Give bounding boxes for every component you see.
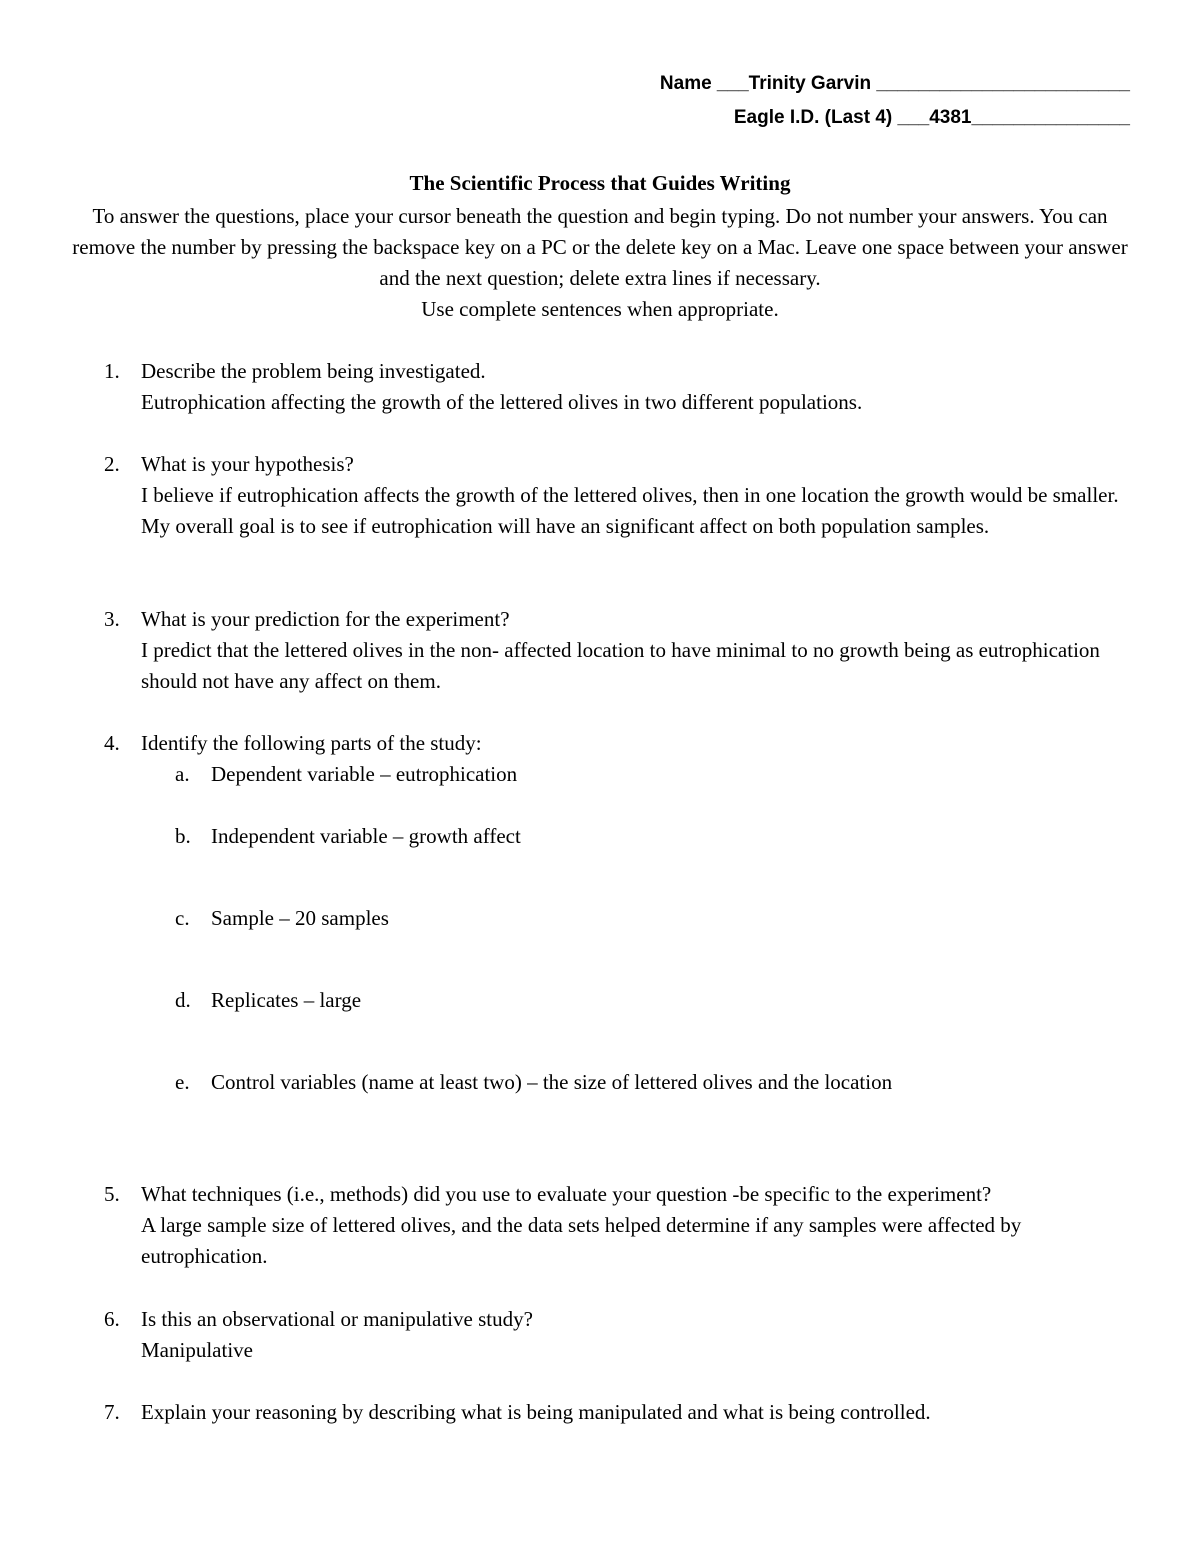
question-number: 6. xyxy=(104,1307,120,1331)
part-letter: d. xyxy=(175,988,191,1012)
question-text: What techniques (i.e., methods) did you use to evaluate your question -be specific to the experiment? xyxy=(141,1182,992,1206)
question-number: 4. xyxy=(104,731,120,755)
question-number: 3. xyxy=(104,607,120,631)
instructions-note: Use complete sentences when appropriate. xyxy=(421,297,779,321)
part-letter: b. xyxy=(175,824,191,848)
answer-text[interactable]: Eutrophication affecting the growth of the lettered olives in two different populations. xyxy=(141,390,863,414)
part-answer[interactable]: Replicates – large xyxy=(211,988,362,1012)
question-text: Describe the problem being investigated. xyxy=(141,359,486,383)
question-text: Is this an observational or manipulative study? xyxy=(141,1307,533,1331)
question-number: 5. xyxy=(104,1182,120,1206)
student-name-line: Name ___Trinity Garvin ________________________ xyxy=(659,73,1130,94)
question-number: 1. xyxy=(104,359,120,383)
question-text: What is your prediction for the experiment? xyxy=(141,607,510,631)
part-letter: e. xyxy=(175,1070,190,1094)
instructions xyxy=(70,201,1130,325)
answer-text[interactable]: Manipulative xyxy=(141,1338,253,1362)
part-letter: c. xyxy=(175,906,190,930)
answer-text[interactable]: I predict that the lettered olives in the non- affected location to have minimal to no growth being as eutrophication should not have any affect on them. xyxy=(141,638,1100,693)
question-text: Identify the following parts of the study: xyxy=(141,731,482,755)
part-answer[interactable]: Sample – 20 samples xyxy=(211,906,389,930)
instructions-text: To answer the questions, place your cursor beneath the question and begin typing. Do not number your answers. You can remove the number by pressing the backspace key on a PC or the delete key on a Mac. Leave one space between your answer and the next question; delete extra lines if necessary. xyxy=(72,204,1128,290)
part-answer[interactable]: Dependent variable – eutrophication xyxy=(211,762,518,786)
part-answer[interactable]: Control variables (name at least two) – the size of lettered olives and the location xyxy=(211,1070,893,1094)
eagle-id-line: Eagle I.D. (Last 4) ___4381_______________ xyxy=(733,107,1130,128)
answer-text[interactable]: I believe if eutrophication affects the growth of the lettered olives, then in one location the growth would be smaller. My overall goal is to see if eutrophication will have an significant affect on both population samples. xyxy=(141,483,1119,538)
answer-text[interactable]: A large sample size of lettered olives, and the data sets helped determine if any samples were affected by eutrophication. xyxy=(141,1213,1022,1268)
question-text: Explain your reasoning by describing what is being manipulated and what is being controlled. xyxy=(141,1400,931,1424)
part-letter: a. xyxy=(175,762,190,786)
document-title: The Scientific Process that Guides Writing xyxy=(409,171,791,195)
question-number: 2. xyxy=(104,452,120,476)
question-text: What is your hypothesis? xyxy=(141,452,354,476)
question-number: 7. xyxy=(104,1400,120,1424)
part-answer[interactable]: Independent variable – growth affect xyxy=(211,824,521,848)
